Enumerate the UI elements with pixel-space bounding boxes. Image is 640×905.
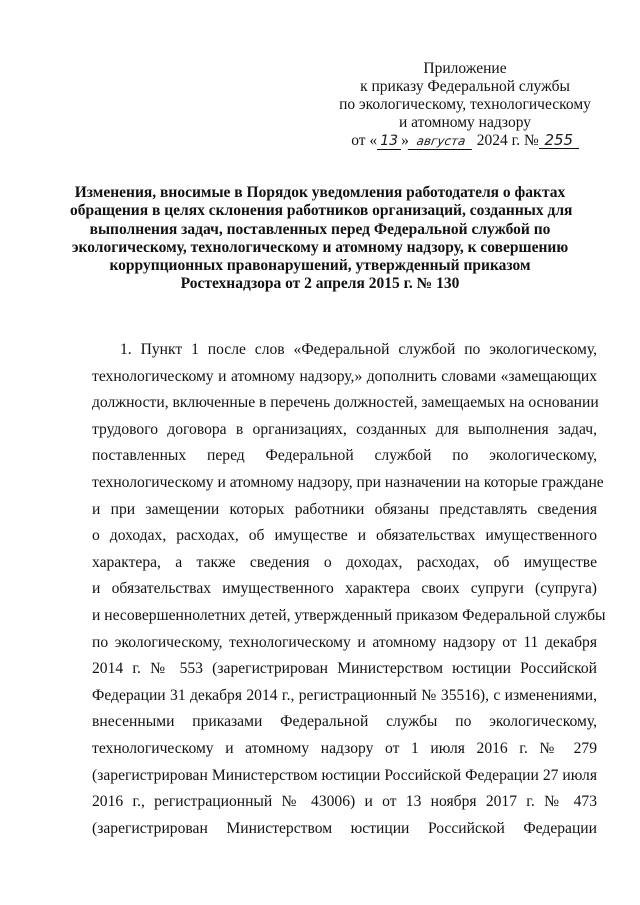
paragraph-line: и при замещении которых работники обязаны представлять сведения [92, 500, 597, 518]
title-line: Ростехнадзора от 2 апреля 2015 г. № 130 [180, 275, 460, 293]
paragraph-line: технологическому и атомному надзору, при назначении на которые граждане [92, 473, 604, 491]
handwritten-day: 13 [377, 133, 401, 150]
paragraph-line: трудового договора в организациях, созданных для выполнения задач, [92, 420, 597, 438]
paragraph-line: по экологическому, технологическому и атомному надзору от 11 декабря [92, 633, 597, 651]
document-body [92, 337, 606, 842]
paragraph-line: характера, а также сведения о доходах, расходах, об имуществе [92, 553, 597, 571]
paragraph-line: внесенными приказами Федеральной службы по экологическому, [92, 713, 597, 731]
appendix-header [330, 60, 600, 150]
paragraph-line: о доходах, расходах, об имуществе и обязательствах имущественного [92, 527, 597, 545]
handwritten-month: августа [408, 133, 474, 150]
paragraph-line: 2016 г., регистрационный № 43006) и от 13 ноября 2017 г. № 473 [92, 793, 597, 811]
appendix-title: Приложение [423, 60, 507, 77]
paragraph-line: поставленных перед Федеральной службой по экологическому, [92, 447, 597, 465]
title-line: обращения в целях склонения работников организаций, созданных для [70, 202, 573, 220]
paragraph-line: и обязательствах имущественного характера своих супруги (супруга) [92, 580, 597, 598]
title-line: выполнения задач, поставленных перед Федеральной службой по [89, 220, 551, 238]
paragraph-1-first-line: 1. Пункт 1 после слов «Федеральной службой по экологическому, [120, 341, 597, 358]
date-prefix: от « [351, 132, 378, 149]
title-line: экологическому, технологическому и атомному надзору, к совершению [71, 238, 569, 256]
title-line: коррупционных правонарушений, утвержденный приказом [109, 257, 531, 275]
handwritten-order-number: 255 [539, 132, 579, 149]
paragraph-line: должности, включенные в перечень должностей, замещаемых на основании [92, 394, 599, 412]
appendix-agency-line-2: и атомному надзору [399, 114, 531, 131]
appendix-agency-line: по экологическому, технологическому [339, 96, 591, 113]
date-year: 2024 г. № [472, 132, 539, 149]
title-line: Изменения, вносимые в Порядок уведомления работодателя о фактах [74, 184, 566, 201]
document-title [70, 184, 573, 294]
order-date-line [330, 132, 600, 150]
appendix-order-ref: к приказу Федеральной службы [360, 78, 570, 95]
paragraph-line: Федерации 31 декабря 2014 г., регистрационный № 35516), с изменениями, [92, 686, 597, 704]
date-quote-close: » [401, 132, 409, 149]
paragraph-line: технологическому и атомному надзору,» дополнить словами «замещающих [92, 367, 597, 385]
paragraph-line: 2014 г. № 553 (зарегистрирован Министерством юстиции Российской [92, 660, 597, 678]
paragraph-line: технологическому и атомному надзору от 1 июля 2016 г. № 279 [92, 739, 597, 757]
paragraph-line: и несовершеннолетних детей, утвержденный приказом Федеральной службы [92, 606, 606, 624]
paragraph-line: (зарегистрирован Министерством юстиции Российской Федерации 27 июля [92, 766, 597, 784]
paragraph-line: (зарегистрирован Министерством юстиции Российской Федерации [92, 819, 597, 837]
